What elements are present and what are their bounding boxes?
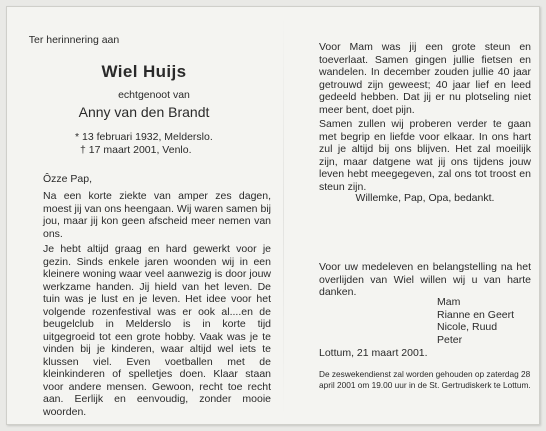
signature-line: Willemke, Pap, Opa, bedankt.	[355, 192, 495, 204]
memorial-card	[6, 6, 540, 425]
left-paragraph-1: Na een korte ziekte van amper zes dagen, moest jij van ons heengaan. Wij waren samen bij jou, maar jij kon geen afscheid meer nemen van ons.	[43, 190, 271, 240]
family-member: Nicole, Ruud	[437, 321, 498, 333]
family-member: Peter	[437, 333, 463, 346]
birth-line: * 13 februari 1932, Melderslo.	[75, 131, 213, 143]
card-fold	[283, 13, 284, 418]
spouse-label: echtgenoot van	[118, 89, 190, 101]
salutation: Ôzze Pap,	[43, 173, 93, 185]
right-page	[299, 7, 539, 424]
left-paragraph-2: Je hebt altijd graag en hard gewerkt voor je gezin. Sinds enkele jaren woonden wij in een kleinere woning waar veel aanwezig is door jouw werkzame handen. Jij hield van het leven. De tuin was je lust en je leven. Het idee voor het volgende rozenfestival was er ook al....en de beugelclub in Melderslo is in korte tijd uitgegroeid tot een grote hobby. Vaak was je te vinden bij je kinderen, waar altijd wel iets te klussen viel. Even voetballen met de kleinkinderen of spelletjes doen. Klaar staan voor andere mensen. Gewoon, recht toe recht aan. Eerlijk en eenvoudig, zonder mooie woorden.	[43, 243, 271, 418]
family-member: Mam	[437, 296, 461, 308]
service-notice: De zeswekendienst zal worden gehouden op zaterdag 28 april 2001 om 19.00 uur in de St. Gertrudiskerk te Lottum.	[319, 369, 531, 390]
intro-text: Ter herinnering aan	[28, 34, 120, 46]
deceased-name: Wiel Huijs	[101, 62, 187, 81]
place-date: Lottum, 21 maart 2001.	[319, 347, 428, 359]
thanks-paragraph: Voor uw medeleven en belangstelling na het overlijden van Wiel willen wij u van harte danken.	[319, 261, 531, 298]
right-paragraph-2: Samen zullen wij proberen verder te gaan met begrip en liefde voor elkaar. In ons hart zul je altijd bij ons blijven. Het zal moeilijk zijn, maar datgene wat jij ons tijdens jouw leven hebt meegegeven, zal ons tot troost en steun zijn.	[319, 118, 531, 193]
family-list	[437, 296, 514, 346]
left-page	[13, 7, 275, 424]
family-member: Rianne en Geert	[437, 308, 515, 321]
death-line: † 17 maart 2001, Venlo.	[80, 144, 192, 156]
spouse-name: Anny van den Brandt	[78, 104, 210, 120]
right-paragraph-1: Voor Mam was jij een grote steun en toeverlaat. Samen gingen jullie fietsen en wandelen. In december zouden jullie 40 jaar getrouwd zijn geweest; 40 jaar lief en leed gedeeld hebben. Dat jij er nu plotseling niet meer bent, doet pijn.	[319, 41, 531, 116]
